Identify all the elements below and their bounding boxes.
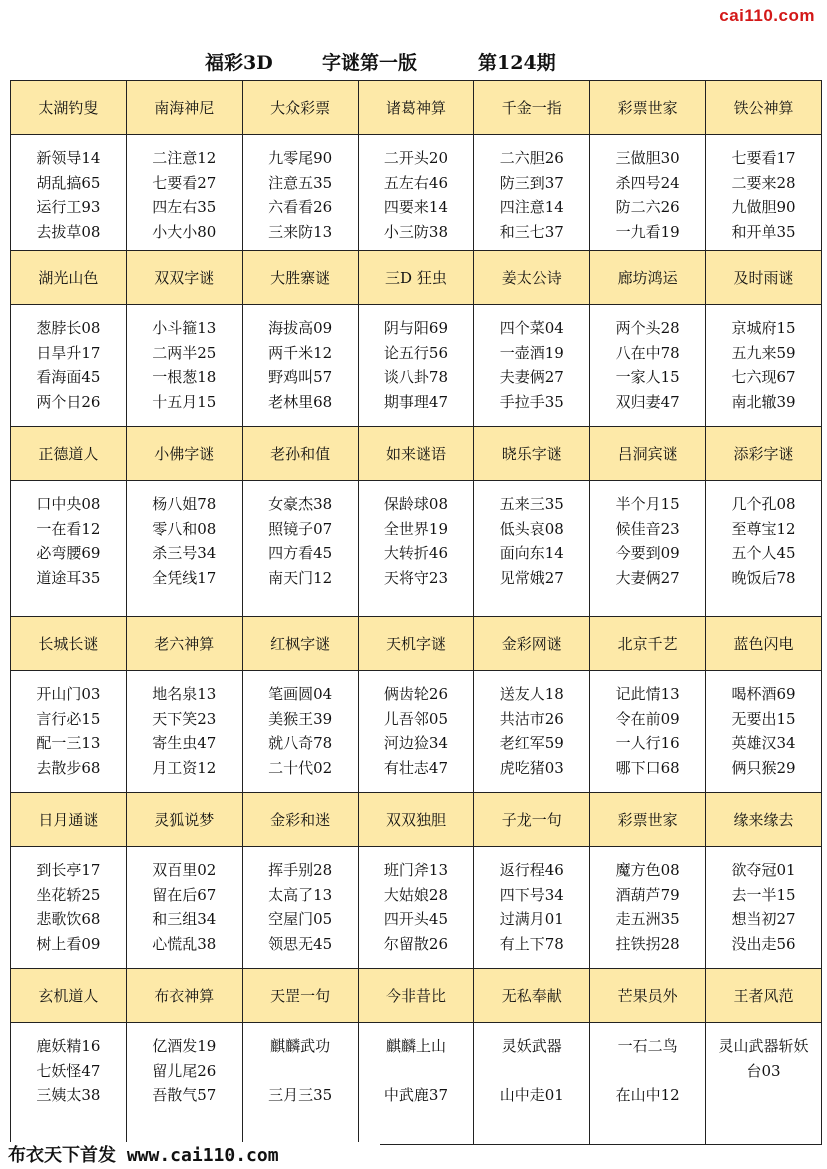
- riddle-line: 低头哀08: [499, 519, 564, 538]
- title-lottery: 福彩3D: [205, 52, 273, 74]
- riddle-line: 杀四号24: [615, 173, 680, 192]
- column-header: 姜太公诗: [474, 251, 590, 305]
- riddle-cell: [242, 481, 358, 617]
- riddle-line: 日旱升17: [36, 343, 101, 362]
- riddle-line: 没出走56: [731, 934, 796, 953]
- column-header: 太湖钓叟: [11, 81, 127, 135]
- riddle-line: 全世界19: [383, 519, 448, 538]
- riddle-line: 大妻俩27: [615, 568, 680, 587]
- riddle-line: 寄生虫47: [152, 734, 217, 752]
- riddle-row: [11, 305, 822, 427]
- column-header: 南海神尼: [126, 81, 242, 135]
- riddle-cell: [11, 135, 127, 251]
- riddle-cell: [358, 305, 474, 427]
- riddle-line: 有壮志47: [383, 758, 448, 777]
- riddle-line: 挥手别28: [268, 861, 333, 879]
- riddle-line: 面向东14: [499, 544, 564, 562]
- column-header: 天罡一句: [242, 969, 358, 1023]
- title-issue: 第124期: [478, 52, 556, 74]
- riddle-line: 吾散气57: [152, 1086, 217, 1104]
- column-header: 小佛字谜: [126, 427, 242, 481]
- riddle-line: 防三到37: [499, 173, 564, 192]
- riddle-line: 尔留散26: [383, 934, 448, 953]
- riddle-line: 老林里68: [268, 392, 333, 411]
- riddle-line: 送友人18: [499, 685, 564, 703]
- riddle-line: 一石二鸟: [617, 1037, 678, 1055]
- riddle-cell: [590, 305, 706, 427]
- riddle-line: 灵妖武器: [501, 1037, 562, 1055]
- riddle-line: 和三组34: [152, 910, 217, 928]
- riddle-line: 七要看17: [731, 149, 796, 167]
- riddle-line: 喝杯酒69: [731, 685, 796, 703]
- riddle-line: 几个孔08: [731, 495, 796, 513]
- riddle-cell: [11, 305, 127, 427]
- riddle-line: 有上下78: [499, 934, 564, 953]
- riddle-line: 必弯腰69: [36, 544, 101, 562]
- riddle-line: 五个人45: [731, 544, 796, 562]
- riddle-line: 野鸡叫57: [268, 368, 333, 386]
- riddle-cell: [358, 847, 474, 969]
- riddle-cell: [474, 1023, 590, 1145]
- riddle-cell: [474, 135, 590, 251]
- riddle-cell: [706, 305, 822, 427]
- riddle-line: 双归妻47: [615, 392, 680, 411]
- riddle-line: 南天门12: [268, 568, 333, 587]
- riddle-line: 晚饭后78: [731, 568, 796, 587]
- column-header: 千金一指: [474, 81, 590, 135]
- riddle-line: 海拔高09: [268, 319, 333, 337]
- riddle-line: 杀三号34: [152, 544, 217, 562]
- column-header: 缘来缘去: [706, 793, 822, 847]
- riddle-line: 空屋门05: [268, 910, 333, 928]
- riddle-line: 双百里02: [152, 861, 217, 879]
- riddle-cell: [242, 847, 358, 969]
- riddle-cell: [706, 847, 822, 969]
- column-header: 如来谜语: [358, 427, 474, 481]
- riddle-cell: [126, 671, 242, 793]
- riddle-line: 小大小80: [152, 222, 217, 241]
- riddle-line: 中武鹿37: [383, 1086, 448, 1104]
- riddle-line: 去拔草08: [36, 222, 101, 241]
- riddle-cell: [126, 847, 242, 969]
- riddle-line: 半个月15: [615, 495, 680, 513]
- riddle-line: 言行必15: [36, 709, 101, 728]
- column-header: 铁公神算: [706, 81, 822, 135]
- riddle-line: 麒麟上山: [385, 1037, 446, 1055]
- riddle-line: 六看看26: [268, 198, 333, 216]
- riddle-line: 去一半15: [731, 885, 796, 904]
- riddle-line: 照镜子07: [268, 519, 333, 538]
- riddle-line: 河边猃34: [383, 734, 448, 752]
- riddle-line: 八在中78: [615, 343, 680, 362]
- column-header: 吕洞宾谜: [590, 427, 706, 481]
- riddle-line: 一壶酒19: [499, 343, 564, 362]
- riddle-line: [590, 1059, 705, 1084]
- column-header: 晓乐字谜: [474, 427, 590, 481]
- column-header: 布衣神算: [126, 969, 242, 1023]
- riddle-cell: [590, 135, 706, 251]
- riddle-line: 二开头20: [383, 149, 448, 167]
- riddle-line: 四开头45: [383, 910, 448, 928]
- riddle-line: 地名泉13: [152, 685, 217, 703]
- riddle-line: 月工资12: [152, 758, 217, 777]
- riddle-line: 在山中12: [615, 1086, 680, 1104]
- brand-logo-text[interactable]: cai110.com: [719, 6, 815, 25]
- riddle-cell: [126, 481, 242, 617]
- column-header: 三D 狂虫: [358, 251, 474, 305]
- riddle-cell: [126, 135, 242, 251]
- riddle-line: 防二六26: [615, 198, 680, 216]
- riddle-line: 二注意12: [152, 149, 217, 167]
- riddle-line: 悲歌饮68: [36, 910, 101, 928]
- riddle-line: 候佳音23: [615, 519, 680, 538]
- header-row: [11, 793, 822, 847]
- column-header: 老六神算: [126, 617, 242, 671]
- riddle-line: [243, 1059, 358, 1084]
- riddle-line: 酒葫芦79: [615, 885, 680, 904]
- riddle-line: 小三防38: [383, 222, 448, 241]
- riddle-line: 南北辙39: [731, 392, 796, 411]
- riddle-cell: [474, 847, 590, 969]
- riddle-line: 美猴王39: [268, 709, 333, 728]
- riddle-line: 班门斧13: [383, 861, 448, 879]
- riddle-line: 夫妻俩27: [499, 368, 564, 386]
- riddle-line: 开山门03: [36, 685, 101, 703]
- riddle-line: 九做胆90: [731, 198, 796, 216]
- riddle-line: 拄铁拐28: [615, 934, 680, 953]
- riddle-line: 三来防13: [268, 222, 333, 241]
- riddle-line: 二两半25: [152, 343, 217, 362]
- riddle-line: 领思无45: [268, 934, 333, 953]
- riddle-line: 全凭线17: [152, 568, 217, 587]
- riddle-row: [11, 135, 822, 251]
- riddle-line: 令在前09: [615, 709, 680, 728]
- riddle-cell: [126, 1023, 242, 1145]
- column-header: 金彩网谜: [474, 617, 590, 671]
- riddle-line: 过满月01: [499, 910, 564, 928]
- column-header: 王者风范: [706, 969, 822, 1023]
- riddle-cell: [126, 305, 242, 427]
- riddle-line: 儿吾邻05: [383, 709, 448, 728]
- riddle-cell: [242, 1023, 358, 1145]
- riddle-cell: [590, 847, 706, 969]
- riddle-line: 三姨太38: [36, 1086, 101, 1104]
- riddle-cell: [590, 481, 706, 617]
- riddle-line: 想当初27: [731, 910, 796, 928]
- riddle-cell: [11, 481, 127, 617]
- column-header: 玄机道人: [11, 969, 127, 1023]
- riddle-line: [474, 1059, 589, 1084]
- riddle-line: 京城府15: [731, 319, 796, 337]
- riddle-line: 二十代02: [268, 758, 333, 777]
- riddle-line: 二要来28: [731, 173, 796, 192]
- header-row: [11, 617, 822, 671]
- riddle-line: 七六现67: [731, 368, 796, 386]
- riddle-line: 一在看12: [36, 519, 101, 538]
- column-header: 双双独胆: [358, 793, 474, 847]
- column-header: 及时雨谜: [706, 251, 822, 305]
- riddle-line: 四方看45: [268, 544, 333, 562]
- column-header: 添彩字谜: [706, 427, 822, 481]
- riddle-line: 大转折46: [383, 544, 448, 562]
- riddle-row: [11, 1023, 822, 1145]
- riddle-cell: [590, 671, 706, 793]
- riddle-line: 去散步68: [36, 758, 101, 777]
- riddle-line: 一家人15: [615, 368, 680, 386]
- column-header: 正德道人: [11, 427, 127, 481]
- riddle-line: 留在后67: [152, 885, 217, 904]
- column-header: 彩票世家: [590, 793, 706, 847]
- riddle-line: 五九来59: [731, 343, 796, 362]
- riddle-cell: [474, 481, 590, 617]
- riddle-line: 今要到09: [615, 544, 680, 562]
- riddle-line: 口中央08: [36, 495, 101, 513]
- riddle-line: 大姑娘28: [383, 885, 448, 904]
- riddle-line: 魔方色08: [615, 861, 680, 879]
- riddle-line: 三月三35: [268, 1086, 333, 1104]
- riddle-line: 记此情13: [615, 685, 680, 703]
- riddle-line: 哪下口68: [615, 758, 680, 777]
- riddle-row: [11, 847, 822, 969]
- riddle-line: 和开单35: [731, 222, 796, 241]
- riddle-line: 俩齿轮26: [383, 685, 448, 703]
- header-row: [11, 251, 822, 305]
- riddle-cell: [242, 671, 358, 793]
- riddle-cell: [358, 1023, 474, 1145]
- column-header: 老孙和值: [242, 427, 358, 481]
- riddle-line: 共沽市26: [499, 709, 564, 728]
- riddle-cell: [242, 305, 358, 427]
- riddle-line: 麒麟武功: [270, 1037, 331, 1055]
- column-header: 蓝色闪电: [706, 617, 822, 671]
- riddle-line: 七要看27: [152, 173, 217, 192]
- riddle-line: 四注意14: [499, 198, 564, 216]
- riddle-line: 运行工93: [36, 198, 101, 216]
- riddle-line: 四左右35: [152, 198, 217, 216]
- riddle-line: 虎吃猪03: [499, 758, 564, 777]
- riddle-line: 道途耳35: [36, 568, 101, 587]
- riddle-line: 杨八姐78: [152, 495, 217, 513]
- riddle-line: 老红军59: [499, 734, 564, 752]
- column-header: 诸葛神算: [358, 81, 474, 135]
- riddle-line: 小斗箍13: [152, 319, 217, 337]
- riddle-line: 英雄汉34: [731, 734, 796, 752]
- riddle-line: 走五洲35: [615, 910, 680, 928]
- riddle-line: 注意五35: [268, 173, 333, 192]
- column-header: 今非昔比: [358, 969, 474, 1023]
- riddle-line: 四个菜04: [499, 319, 564, 337]
- page-title: [0, 48, 827, 74]
- riddle-line: 女豪杰38: [268, 495, 333, 513]
- column-header: 灵狐说梦: [126, 793, 242, 847]
- riddle-cell: [358, 481, 474, 617]
- riddle-line: 九零尾90: [268, 149, 333, 167]
- riddle-row: [11, 481, 822, 617]
- riddle-line: 一根葱18: [152, 368, 217, 386]
- column-header: 大众彩票: [242, 81, 358, 135]
- riddle-line: 零八和08: [152, 519, 217, 538]
- column-header: 红枫字谜: [242, 617, 358, 671]
- column-header: 廊坊鸿运: [590, 251, 706, 305]
- riddle-line: 一人行16: [615, 734, 680, 752]
- column-header: 大胜寨谜: [242, 251, 358, 305]
- riddle-line: 论五行56: [383, 343, 448, 362]
- column-header: 长城长谜: [11, 617, 127, 671]
- riddle-line: 山中走01: [499, 1086, 564, 1104]
- riddle-line: 和三七37: [499, 222, 564, 241]
- riddle-line: 一九看19: [615, 222, 680, 241]
- riddle-line: 五来三35: [499, 495, 564, 513]
- riddle-line: 手拉手35: [499, 392, 564, 411]
- column-header: 北京千艺: [590, 617, 706, 671]
- riddle-cell: [474, 671, 590, 793]
- riddle-line: 四下号34: [499, 885, 564, 904]
- header-row: [11, 81, 822, 135]
- riddle-line: 树上看09: [36, 934, 101, 953]
- riddle-line: 笔画圆04: [268, 685, 333, 703]
- column-header: 子龙一句: [474, 793, 590, 847]
- column-header: 芒果员外: [590, 969, 706, 1023]
- column-header: 无私奉献: [474, 969, 590, 1023]
- riddle-line: 看海面45: [36, 368, 101, 386]
- riddle-line: 谈八卦78: [383, 368, 448, 386]
- riddle-line: 三做胆30: [615, 149, 680, 167]
- column-header: 金彩和迷: [242, 793, 358, 847]
- riddle-cell: [706, 671, 822, 793]
- riddle-line: 就八奇78: [268, 734, 333, 752]
- riddle-line: 两个头28: [615, 319, 680, 337]
- riddle-cell: [11, 671, 127, 793]
- riddle-line: 五左右46: [383, 173, 448, 192]
- riddle-line: 保龄球08: [383, 495, 448, 513]
- riddle-cell: [11, 847, 127, 969]
- riddle-line: 鹿妖精16: [36, 1037, 101, 1055]
- riddle-line: 七妖怪47: [36, 1061, 101, 1080]
- riddle-line: 到长亭17: [36, 861, 101, 879]
- column-header: 双双字谜: [126, 251, 242, 305]
- title-edition: 字谜第一版: [322, 52, 418, 74]
- riddle-line: 无要出15: [731, 709, 796, 728]
- riddle-cell: [706, 481, 822, 617]
- riddle-line: 亿酒发19: [152, 1037, 217, 1055]
- riddle-line: 葱脖长08: [36, 319, 101, 337]
- column-header: 天机字谜: [358, 617, 474, 671]
- riddle-line: 配一三13: [36, 734, 101, 752]
- riddle-line: 欲夺冠01: [731, 861, 796, 879]
- riddle-line: 坐花轿25: [36, 885, 101, 904]
- riddle-line: 心慌乱38: [152, 934, 217, 953]
- riddle-line: 胡乱搞65: [36, 173, 101, 192]
- column-header: 日月通谜: [11, 793, 127, 847]
- riddle-grid: [10, 80, 822, 1145]
- riddle-cell: [358, 671, 474, 793]
- riddle-cell: [474, 305, 590, 427]
- riddle-line: 二六胆26: [499, 149, 564, 167]
- riddle-cell: [706, 1023, 822, 1145]
- header-row: [11, 969, 822, 1023]
- column-header: 湖光山色: [11, 251, 127, 305]
- riddle-line: 十五月15: [152, 392, 217, 411]
- riddle-cell: [706, 135, 822, 251]
- riddle-line: 太高了13: [268, 885, 333, 904]
- riddle-line: 留儿尾26: [152, 1061, 217, 1080]
- riddle-line: [359, 1059, 474, 1084]
- riddle-cell: [590, 1023, 706, 1145]
- riddle-line: 新领导14: [36, 149, 101, 167]
- riddle-line: 期事理47: [383, 392, 448, 411]
- header-row: [11, 427, 822, 481]
- riddle-line: 台03: [746, 1061, 781, 1080]
- riddle-line: 两个日26: [36, 392, 101, 411]
- riddle-line: 阴与阳69: [383, 319, 448, 337]
- riddle-line: 俩只猴29: [731, 758, 796, 777]
- riddle-cell: [242, 135, 358, 251]
- riddle-line: 至尊宝12: [731, 519, 796, 538]
- riddle-line: 四要来14: [383, 198, 448, 216]
- riddle-line: 见常娥27: [499, 568, 564, 587]
- riddle-row: [11, 671, 822, 793]
- riddle-cell: [358, 135, 474, 251]
- riddle-cell: [11, 1023, 127, 1145]
- riddle-line: 天将守23: [383, 568, 448, 587]
- riddle-line: 返行程46: [499, 861, 564, 879]
- footer-banner: 布衣天下首发 www.cai110.com: [0, 1142, 380, 1169]
- riddle-line: 天下笑23: [152, 709, 217, 728]
- riddle-line: 两千米12: [268, 343, 333, 362]
- column-header: 彩票世家: [590, 81, 706, 135]
- riddle-line: 灵山武器斩妖: [718, 1037, 809, 1055]
